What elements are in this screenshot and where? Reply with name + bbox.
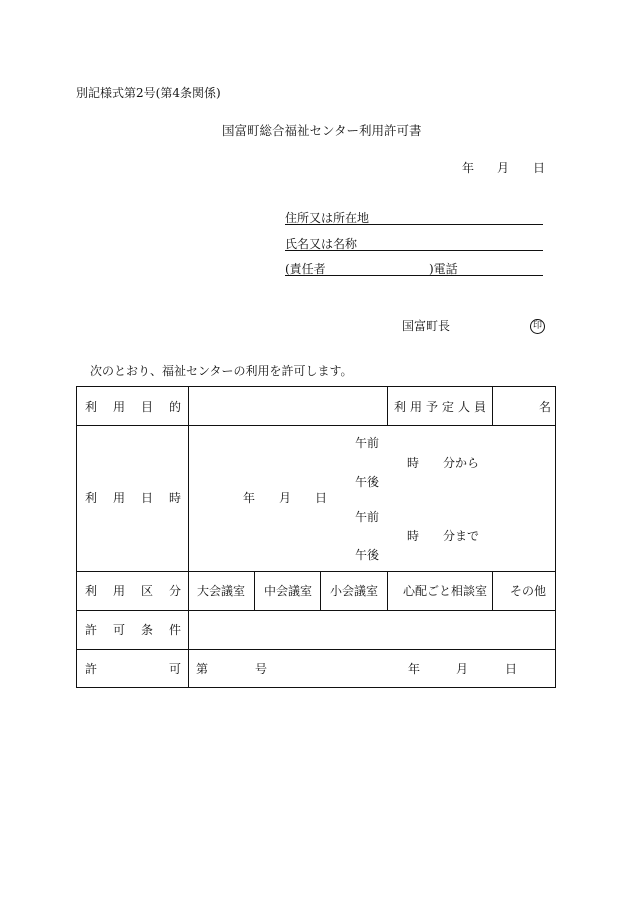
category-consultation-room: 心配ごと相談室	[403, 584, 488, 598]
responsible-line	[285, 263, 543, 276]
category-small-room: 小会議室	[330, 584, 379, 598]
use-date-month: 月	[279, 491, 292, 505]
issue-date-month: 月	[497, 161, 510, 175]
permit-date-year: 年	[408, 662, 421, 676]
category-large-room: 大会議室	[197, 584, 246, 598]
end-pm: 午後	[355, 548, 380, 562]
phone-label: )電話	[429, 262, 458, 276]
address-line	[285, 212, 543, 225]
permit-date-month: 月	[456, 662, 469, 676]
name-label: 氏名又は名称	[285, 237, 358, 251]
start-minute: 分から	[443, 456, 480, 470]
use-date-day: 日	[315, 491, 328, 505]
intro-text: 次のとおり、福祉センターの利用を許可します。	[90, 364, 353, 378]
permit-date-day: 日	[505, 662, 518, 676]
conditions-label: 許 可 条 件	[85, 623, 181, 637]
purpose-label: 利 用 目 的	[85, 400, 181, 414]
document-title: 国富町総合福祉センター利用許可書	[222, 123, 422, 138]
responsible-label: (責任者	[285, 262, 326, 276]
form-reference: 別記様式第2号(第4条関係)	[76, 86, 221, 100]
issuer-title: 国富町長	[402, 319, 451, 333]
address-label: 住所又は所在地	[285, 211, 370, 225]
start-pm: 午後	[355, 475, 380, 489]
end-minute: 分まで	[443, 529, 480, 543]
permit-number-suffix: 号	[255, 662, 268, 676]
planned-people-label: 利用予定人員	[394, 400, 491, 414]
category-medium-room: 中会議室	[264, 584, 313, 598]
start-hour: 時	[407, 456, 420, 470]
permit-number-prefix: 第	[196, 662, 209, 676]
permit-label: 許 可	[85, 662, 181, 676]
end-hour: 時	[407, 529, 420, 543]
issue-date-day: 日	[533, 161, 546, 175]
name-line	[285, 238, 543, 251]
category-other: その他	[510, 584, 547, 598]
permit-table	[76, 386, 556, 688]
category-label: 利 用 区 分	[85, 584, 181, 598]
start-am: 午前	[355, 436, 380, 450]
use-date-year: 年	[243, 491, 256, 505]
people-unit: 名	[539, 400, 552, 414]
seal-icon: 印	[530, 319, 545, 334]
seal-mark	[530, 318, 545, 334]
issue-date-year: 年	[462, 161, 475, 175]
datetime-label: 利 用 日 時	[85, 491, 181, 505]
end-am: 午前	[355, 510, 380, 524]
